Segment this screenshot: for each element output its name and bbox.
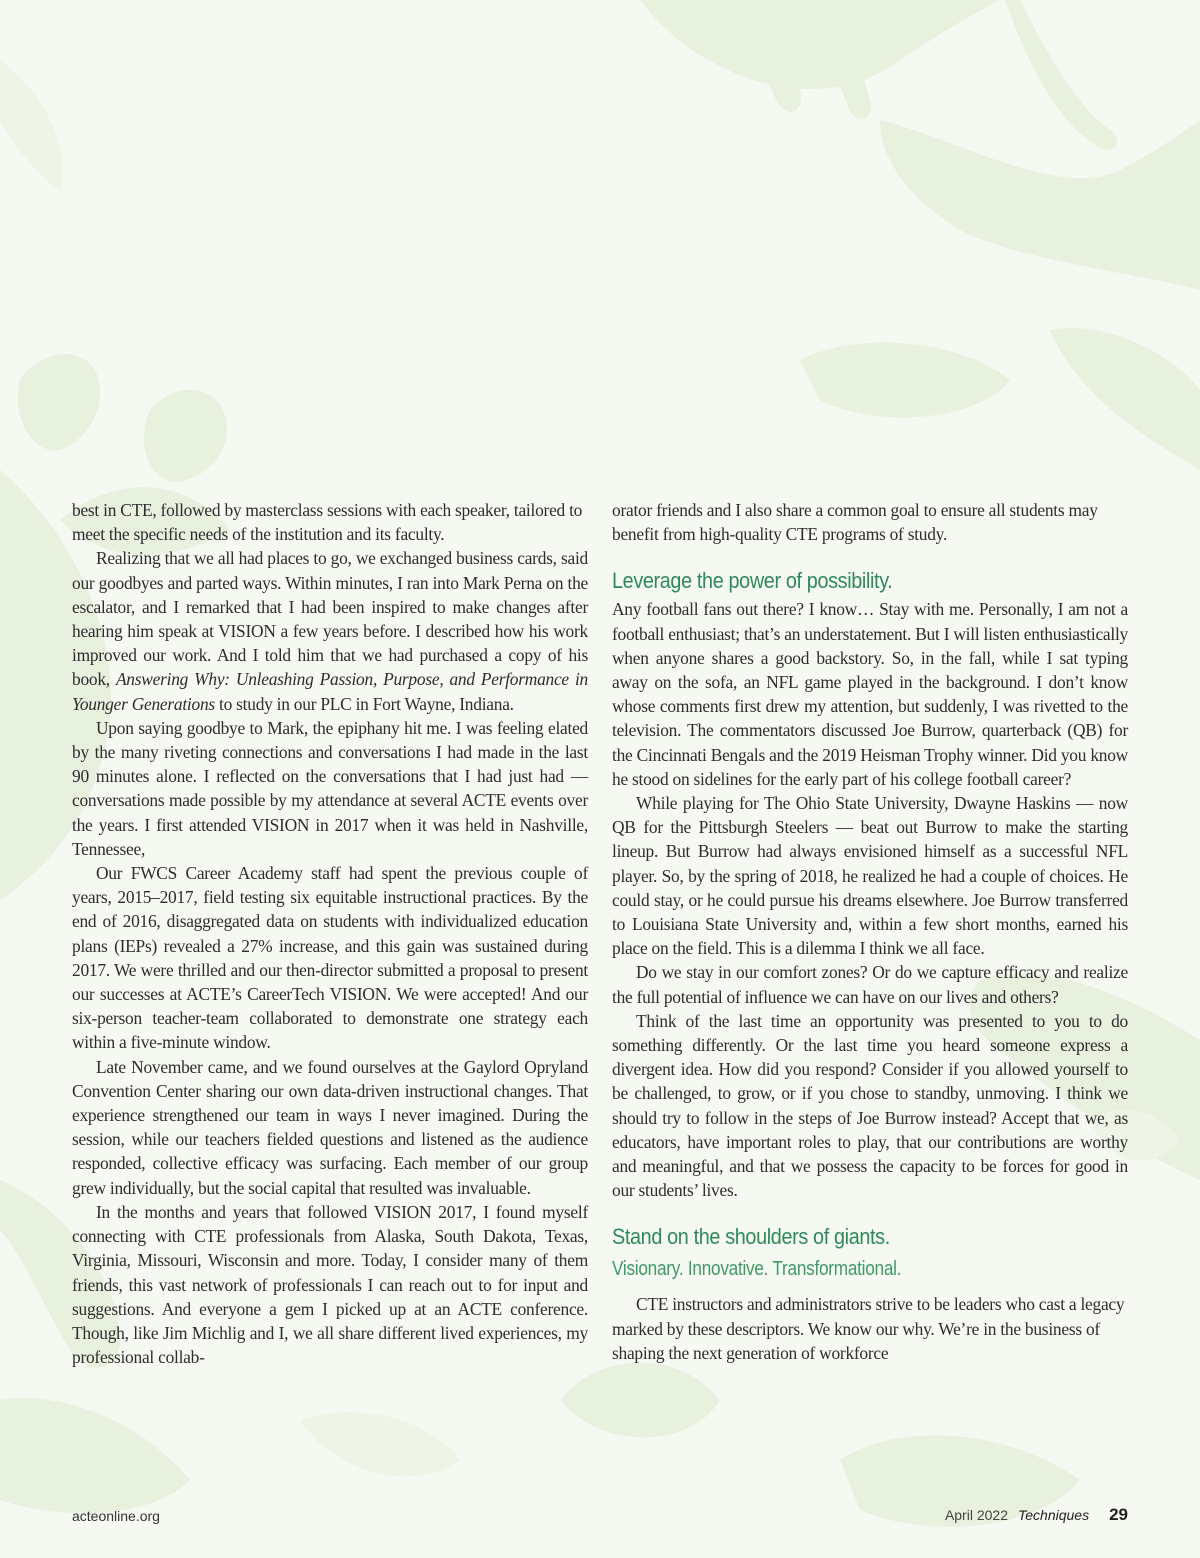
left-paragraph-1: best in CTE, followed by masterclass sessions with each speaker, tailored to meet the specific needs of the institution and its faculty.	[72, 500, 583, 545]
left-paragraph-5: Late November came, and we found ourselves at the Gaylord Opryland Convention Center sharing our own data-driven instructional changes. That experience strengthened our team in ways I never imagined. During the session, while our teachers fielded questions and listened as the audience responded, collective efficacy was surfacing. Each member of our group grew individually, but the social capital that resulted was invaluable.	[72, 1056, 588, 1198]
page-footer	[72, 1505, 1128, 1529]
left-column	[72, 498, 588, 1369]
section-subheading: Visionary. Innovative. Transformational.	[612, 1258, 902, 1281]
right-paragraph-2: Any football fans out there? I know… Stay with me. Personally, I am not a football enthusiast; that’s an understatement. But I will listen enthusiastically when anyone shares a good backstory. So, in the fall, while I sat typing away on the sofa, an NFL game played in the background. I don’t know whose comments first drew my attention, but suddenly, I was rivetted to the television. The commentators discussed Joe Burrow, quarterback (QB) for the Cincinnati Bengals and the 2019 Heisman Trophy winner. Did you know he stood on sidelines for the early part of his college football career?	[612, 599, 1128, 789]
right-paragraph-6: CTE instructors and administrators strive to be leaders who cast a legacy marked by these descriptors. We know our why. We’re in the business of shaping the next generation of workforce	[612, 1294, 1125, 1363]
right-paragraph-1: orator friends and I also share a common goal to ensure all students may benefit from high-quality CTE programs of study.	[612, 500, 1098, 545]
section-heading-possibility: Leverage the power of possibility.	[612, 568, 893, 594]
section-heading-giants: Stand on the shoulders of giants.	[612, 1224, 890, 1250]
right-paragraph-4: Do we stay in our comfort zones? Or do we capture efficacy and realize the full potential of influence we can have on our lives and others?	[612, 962, 1128, 1007]
right-paragraph-5: Think of the last time an opportunity was presented to you to do something differently. Or the last time you heard someone express a divergent idea. How did you respond? Consider if you allowed yourself to be challenged, to grow, or if you chose to standby, unmoving. I think we should try to follow in the steps of Joe Burrow instead? Accept that we, as educators, have important roles to play, that our contributions are worthy and meaningful, and that we possess the capacity to be forces for good in our students’ lives.	[612, 1010, 1128, 1201]
right-column	[612, 498, 1128, 1365]
left-paragraph-4: Our FWCS Career Academy staff had spent the previous couple of years, 2015–2017, field testing six equitable instructional practices. By the end of 2016, disaggregated data on students with individualized education plans (IEPs) revealed a 27% increase, and this gain was sustained during 2017. We were thrilled and our then-director submitted a proposal to present our successes at ACTE’s CareerTech VISION. We were accepted! And our six-person teacher-team collaborated to demonstrate one strategy each within a five-minute window.	[72, 863, 588, 1053]
footer-issue-info	[945, 1505, 1128, 1525]
footer-website: acteonline.org	[72, 1508, 160, 1524]
footer-date: April 2022	[944, 1507, 1008, 1523]
left-paragraph-2-end: to study in our PLC in Fort Wayne, Indiana.	[214, 693, 514, 714]
book-title: Answering Why: Unleashing Passion, Purpose, and Performance in Younger Generations	[72, 669, 588, 714]
left-paragraph-2	[72, 546, 588, 715]
left-paragraph-6: In the months and years that followed VISION 2017, I found myself connecting with CTE professionals from Alaska, South Dakota, Texas, Virginia, Missouri, Wisconsin and more. Today, I consider many of them friends, this vast network of professionals I can reach out to for input and suggestions. And everyone a gem I picked up at an ACTE conference. Though, like Jim Michlig and I, we all share different lived experiences, my professional collab-	[72, 1201, 588, 1368]
footer-magazine: Techniques	[1017, 1507, 1090, 1523]
left-paragraph-3: Upon saying goodbye to Mark, the epiphany hit me. I was feeling elated by the many riveting connections and conversations I had made in the last 90 minutes alone. I reflected on the conversations that I had just had — conversations made possible by my attendance at several ACTE events over the years. I first attended VISION in 2017 when it was held in Nashville, Tennessee,	[72, 717, 588, 859]
page-number: 29	[1109, 1505, 1128, 1524]
left-paragraph-2-text: Realizing that we all had places to go, we exchanged business cards, said our goodbyes and parted ways. Within minutes, I ran into Mark Perna on the escalator, and I remarked that I had been inspired to make changes after hearing him speak at VISION a few years before. I described how his work improved our work. And I told him that we had purchased a copy of his book,	[72, 548, 588, 690]
right-paragraph-3: While playing for The Ohio State University, Dwayne Haskins — now QB for the Pittsburgh Steelers — beat out Burrow to make the starting lineup. But Burrow had always envisioned himself as a successful NFL player. So, by the spring of 2018, he realized he had a couple of choices. He could stay, or he could pursue his dreams elsewhere. Joe Burrow transferred to Louisiana State University and, within a few short months, earned his place on the field. This is a dilemma I think we all face.	[612, 793, 1128, 959]
